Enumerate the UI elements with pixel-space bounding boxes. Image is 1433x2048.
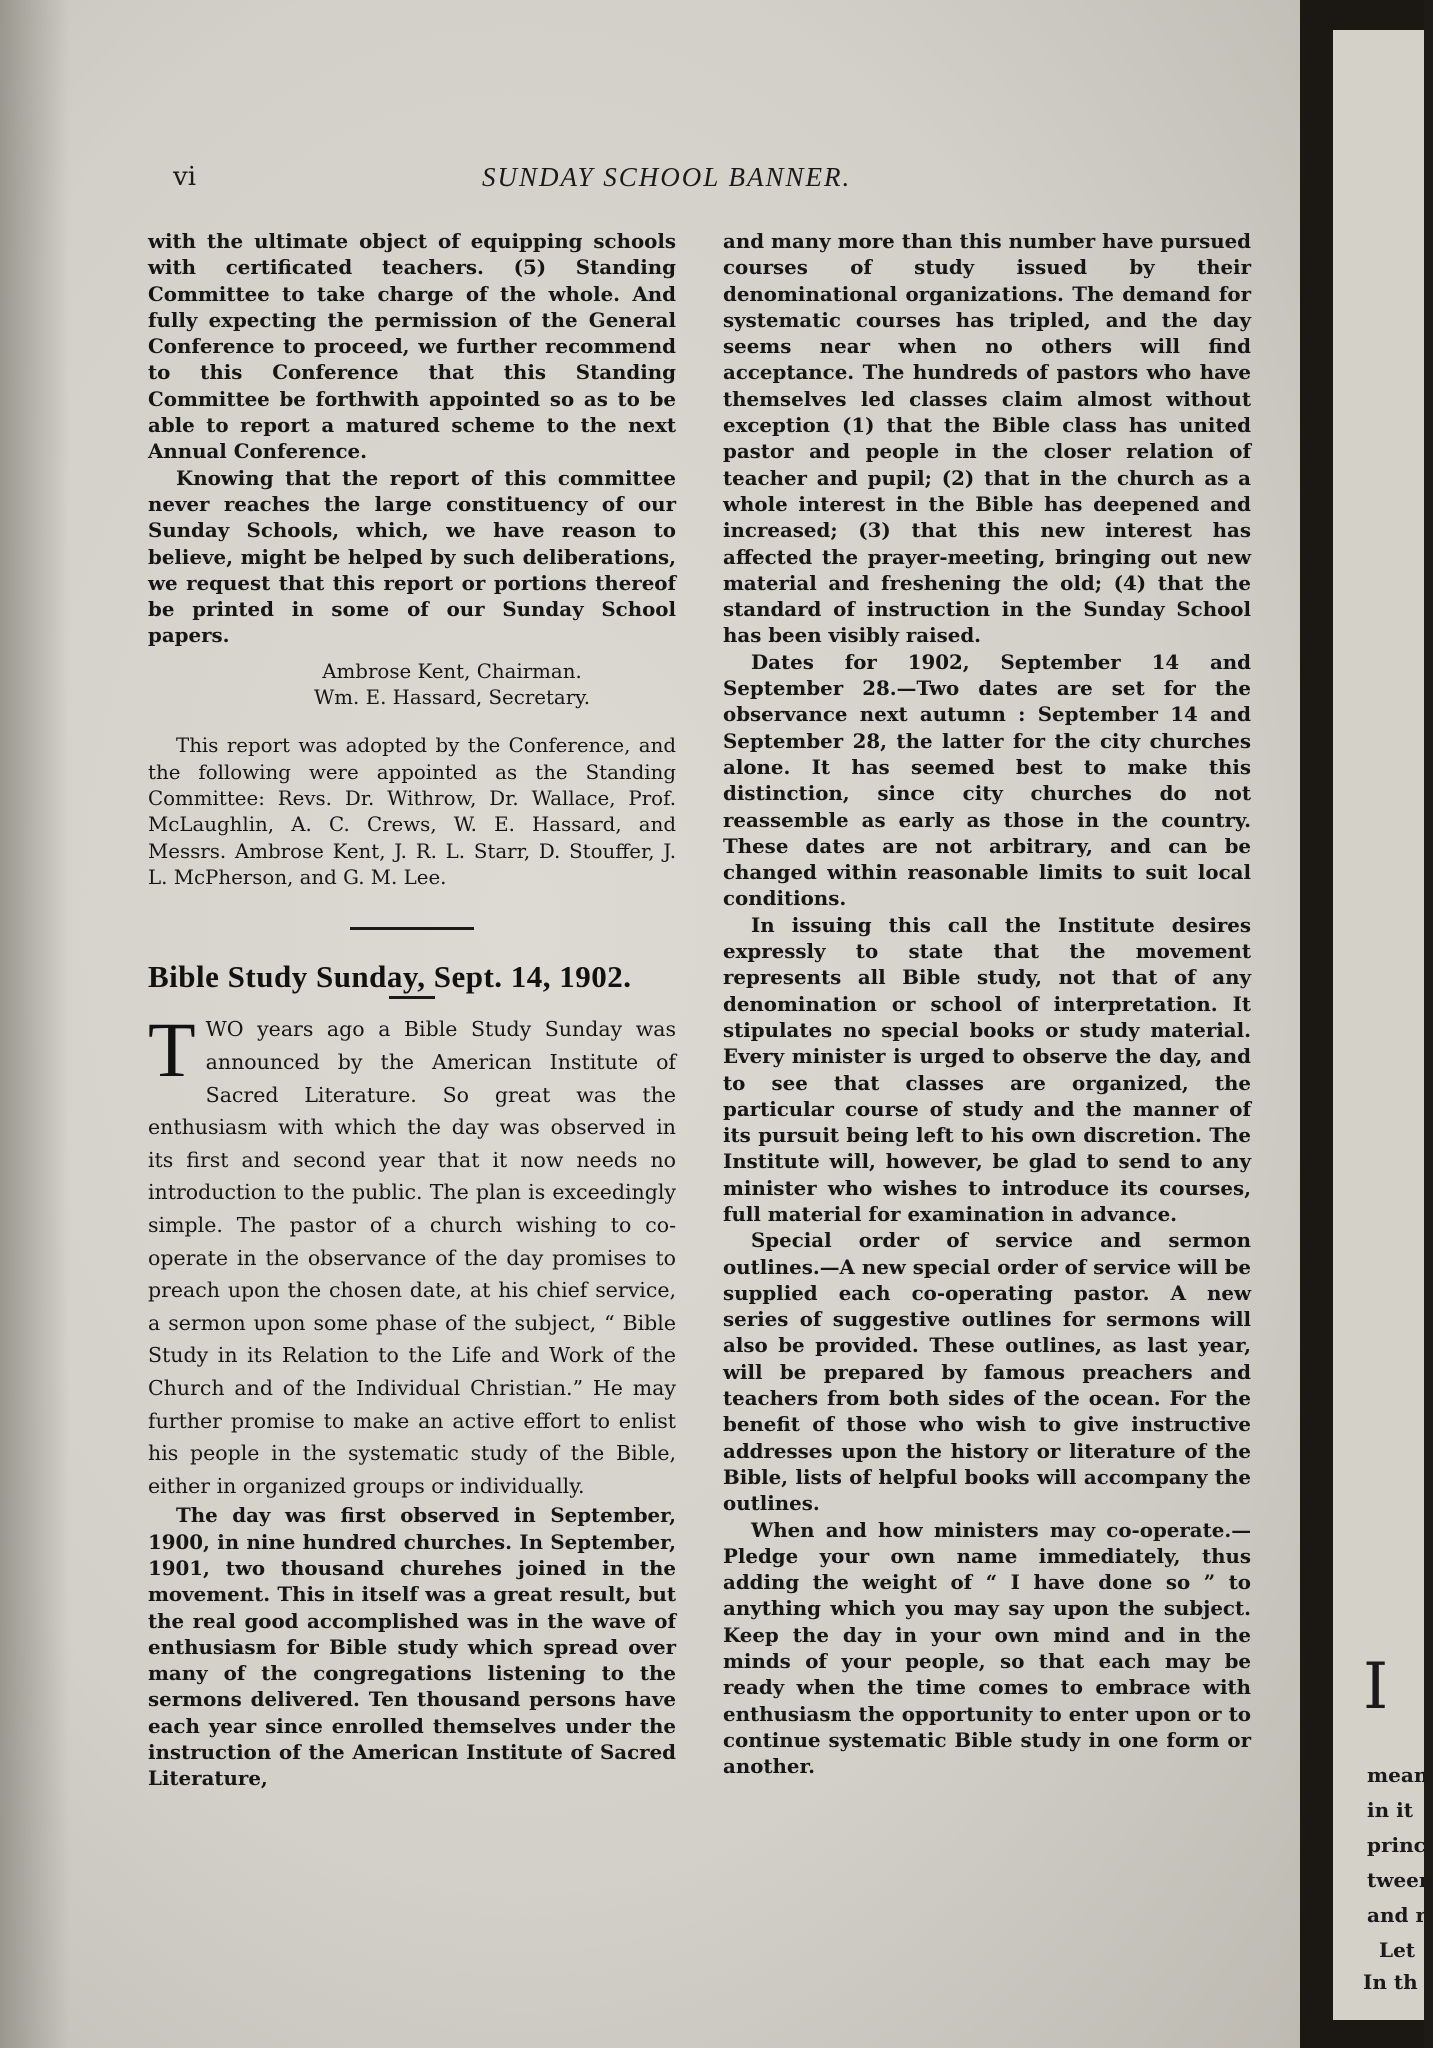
paragraph: This report was adopted by the Conference, and the following were appointed as the Standing Committee: Revs. Dr. Withrow, Dr. Wallace, Prof. McLaughlin, A. C. Crews, W. E. Hassard, and Messrs. Ambrose Kent, J. R. L. Starr, D. Stouffer, J. L. McPherson, and G. M. Lee.: [148, 734, 676, 889]
intro-paragraph: [148, 1006, 676, 1502]
signature-chairman: Ambrose Kent, Chairman.: [322, 659, 582, 683]
intro-text: WO years ago a Bible Study Sunday was announced by the American Institute of Sacred Literature. So great was the enthusiasm with which the day was observed in its first and second year that it now needs no introduction to the public. The plan is exceedingly simple. The pastor of a church wishing to co-operate in the observance of the day promises to preach upon the chosen date, at his chief service, a sermon upon some phase of the subject, “ Bible Study in its Relation to the Life and Work of the Church and of the Individual Christian.” He may further promise to make an active effort to enlist his people in the systematic study of the Bible, either in organized groups or individually.: [148, 1017, 676, 1498]
drop-cap: T: [148, 1006, 196, 1094]
running-title: SUNDAY SCHOOL BANNER.: [482, 162, 852, 192]
page-number: vi: [173, 162, 197, 192]
paragraph: In issuing this call the Institute desires expressly to state that the movement represents all Bible study, not that of any denomination or school of interpretation. It stipulates no special books or study material. Every minister is urged to observe the day, and to see that classes are organized, the particular course of study and the manner of its pursuit being left to his own discretion. The Institute will, however, be glad to send to any minister who wishes to introduce its courses, full material for examination in advance.: [723, 912, 1251, 1226]
adjacent-text-fragment: princ: [1367, 1833, 1426, 1857]
paragraph: Dates for 1902, September 14 and September 28.—Two dates are set for the observance next autumn : September 14 and September 28, the latter for the city churches alone. It has seemed best to make this distinction, since city churches do not reassemble as early as those in the country. These dates are not arbitrary, and can be changed within reasonable limits to suit local conditions.: [723, 649, 1251, 911]
signature-secretary: Wm. E. Hassard, Secretary.: [313, 686, 591, 710]
right-column: [723, 228, 1251, 1780]
left-column: [148, 228, 676, 1792]
adjacent-drop-cap: I: [1363, 1650, 1389, 1724]
adjacent-text-fragment: mean: [1367, 1763, 1429, 1787]
paragraph: and many more than this number have pursued courses of study issued by their denominational organizations. The demand for systematic courses has tripled, and the day seems near when no others will find acceptance. The hundreds of pastors who have themselves led classes claim almost without exception (1) that the Bible class has united pastor and people in the closer relation of teacher and pupil; (2) that in the church as a whole interest in the Bible has deepened and increased; (3) that this new interest has affected the prayer-meeting, bringing out new material and freshening the old; (4) that the standard of instruction in the Sunday School has been visibly raised.: [723, 229, 1251, 648]
paragraph: When and how ministers may co-operate.—Pledge your own name immediately, thus adding the weight of “ I have done so ” to anything which you may say upon the subject. Keep the day in your own mind and in the minds of your people, so that each may be ready when the time comes to embrace with enthusiasm the opportunity to enter upon or to continue systematic Bible study in one form or another.: [723, 1517, 1251, 1779]
section-divider: [350, 927, 474, 930]
adjacent-text-fragment: tween: [1367, 1868, 1433, 1892]
paragraph: Special order of service and sermon outlines.—A new special order of service will be supplied each co-operating pastor. A new series of suggestive outlines for sermons will also be provided. These outlines, as last year, will be prepared by famous preachers and teachers from both sides of the ocean. For the benefit of those who wish to give instructive addresses upon the history or literature of the Bible, lists of helpful books will accompany the outlines.: [723, 1228, 1251, 1516]
paragraph: with the ultimate object of equipping schools with certificated teachers. (5) Standing Committee to take charge of the whole. And fully expecting the permission of the General Conference to proceed, we further recommend to this Conference that this Standing Committee be forthwith appointed so as to be able to report a matured scheme to the next Annual Conference.: [148, 229, 676, 464]
adjacent-text-fragment: Let: [1379, 1938, 1416, 1962]
adjacent-page: [1333, 30, 1433, 2020]
heading-rule: [389, 996, 435, 999]
page-header: [0, 162, 1300, 202]
paragraph: Knowing that the report of this committee never reaches the large constituency of our Sunday Schools, which, we have reason to believe, might be helped by such deliberations, we request that this report or portions thereof be printed in some of our Sunday School papers.: [148, 465, 676, 648]
adjacent-text-fragment: and r: [1367, 1903, 1426, 1927]
article-heading: Bible Study Sunday, Sept. 14, 1902.: [148, 959, 632, 995]
paragraph: The day was first observed in September, 1900, in nine hundred churches. In September, 1901, two thousand churehes joined in the movement. This in itself was a great result, but the real good accomplished was in the wave of enthusiasm for Bible study which spread over many of the congregations listening to the sermons delivered. Ten thousand persons have each year since enrolled themselves under the instruction of the American Institute of Sacred Literature,: [148, 1503, 676, 1791]
adjacent-text-fragment: In th: [1363, 1970, 1418, 1994]
signature-block: [228, 659, 676, 712]
adjacent-text-fragment: in it: [1367, 1798, 1413, 1822]
